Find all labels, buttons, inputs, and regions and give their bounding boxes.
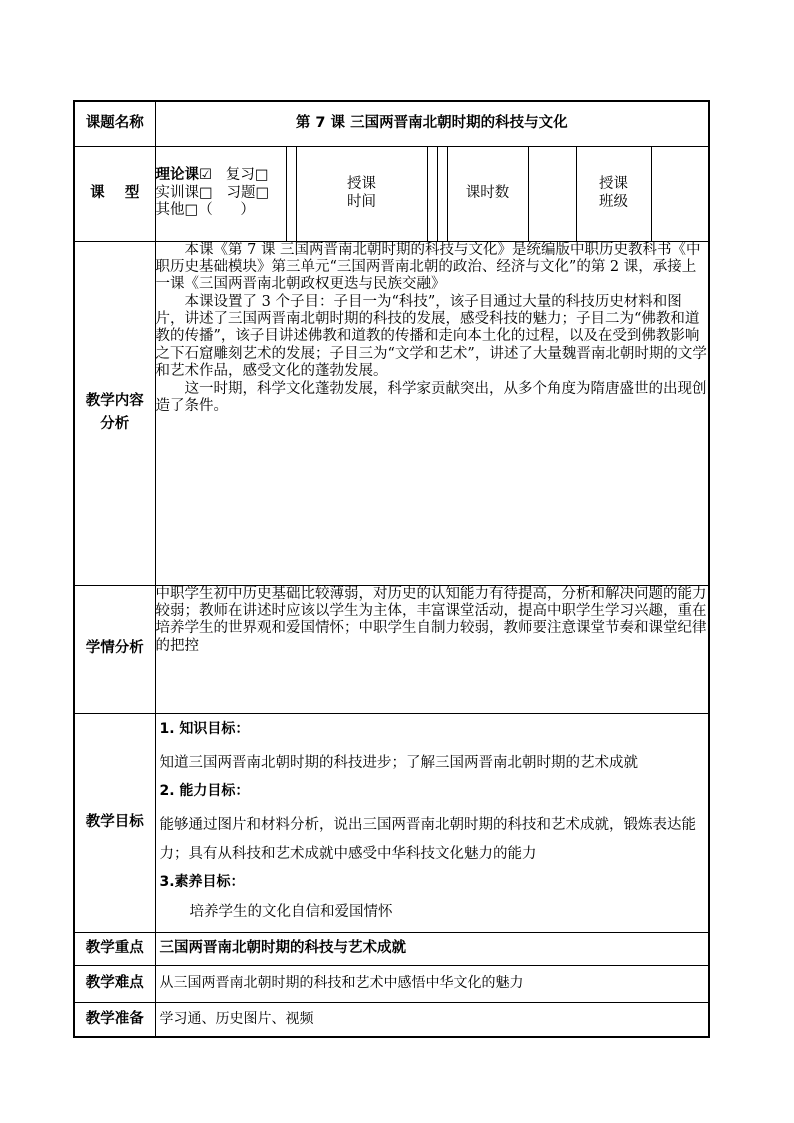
- course-type-line-2: [156, 185, 286, 202]
- title-row: [74, 101, 709, 146]
- course-type-line-1: [156, 167, 286, 184]
- difficulty-label: 教学难点: [74, 965, 155, 1002]
- course-type-row: [74, 146, 709, 241]
- ability-goal-heading: 2. 能力目标：: [159, 782, 250, 799]
- class-label-line-1: 授课: [599, 176, 628, 193]
- content-label-line-2: 分析: [100, 416, 130, 432]
- content-paragraph-3: 这一时期，科学文化蓬勃发展，科学家贡献突出，从多个角度为隋唐盛世的出现创造了条件。: [155, 380, 707, 415]
- hours-label: 课时数: [447, 146, 528, 241]
- preparation-text: 学习通、历史图片、视频: [155, 1002, 709, 1037]
- type-theory: 理论课☑: [155, 167, 212, 184]
- blank-cell-1: [286, 146, 296, 241]
- type-other: 其他□（ ）: [155, 202, 255, 219]
- course-type-options: [155, 146, 286, 241]
- goals-label: 教学目标: [74, 713, 155, 932]
- preparation-label: 教学准备: [74, 1002, 155, 1037]
- lesson-plan-table: [73, 100, 710, 1038]
- class-label-line-2: 班级: [599, 193, 628, 210]
- knowledge-goal-heading: 1. 知识目标：: [159, 720, 250, 737]
- content-label-line-1: 教学内容: [85, 392, 144, 409]
- blank-cell-4: [528, 146, 576, 241]
- content-analysis-label: [74, 241, 155, 585]
- class-label: [576, 146, 651, 241]
- key-points-label: 教学重点: [74, 932, 155, 965]
- type-practice: 实训课□: [155, 184, 213, 201]
- teach-time-label: [296, 146, 427, 241]
- course-type-label: 课 型: [74, 146, 155, 241]
- content-analysis-row: [74, 241, 709, 585]
- literacy-goal-heading: 3.素养目标：: [159, 873, 245, 890]
- key-points-text: 三国两晋南北朝时期的科技与艺术成就: [155, 932, 709, 965]
- content-analysis-text: [155, 241, 709, 585]
- learner-analysis-row: [74, 585, 709, 713]
- lesson-title: 第 7 课 三国两晋南北朝时期的科技与文化: [155, 101, 709, 146]
- title-label: 课题名称: [74, 101, 155, 146]
- blank-cell-5: [651, 146, 709, 241]
- blank-cell-2: [427, 146, 437, 241]
- knowledge-goal-text: 知道三国两晋南北朝时期的科技进步；了解三国两晋南北朝时期的艺术成就: [159, 754, 638, 771]
- difficulty-row: [74, 965, 709, 1002]
- blank-cell-3: [437, 146, 447, 241]
- teach-time-label-line-2: 时间: [347, 193, 376, 210]
- content-paragraph-2: 本课设置了 3 个子目：子目一为“科技”，该子目通过大量的科技历史材料和图片，讲述了三国两晋南北朝时期的科技的发展，感受科技的魅力；子目二为“佛教和道教的传播”，该子目讲述佛教和道教的传播和走向本土化的过程，以及在受到佛教影响之下石窟雕刻艺术的发展；子目三为“文学和艺术”，讲述了大量魏晋南北朝时期的文学和艺术作品，感受文化的蓬勃发展。: [155, 293, 707, 380]
- difficulty-text: 从三国两晋南北朝时期的科技和艺术中感悟中华文化的魅力: [155, 965, 709, 1002]
- learner-analysis-text: 中职学生初中历史基础比较薄弱，对历史的认知能力有待提高，分析和解决问题的能力较弱；教师在讲述时应该以学生为主体，丰富课堂活动，提高中职学生学习兴趣，重在培养学生的世界观和爱国情怀；中职学生自制力较弱，教师要注意课堂节奏和课堂纪律的把控: [155, 585, 709, 713]
- type-exercise: 习题□: [226, 184, 270, 201]
- goals-row: [74, 713, 709, 932]
- course-type-line-3: [156, 202, 286, 219]
- goals-text: [155, 713, 709, 932]
- type-review: 复习□: [225, 167, 269, 184]
- key-points-row: [74, 932, 709, 965]
- learner-analysis-label: 学情分析: [74, 585, 155, 713]
- literacy-goal-text: 培养学生的文化自信和爱国情怀: [189, 903, 393, 920]
- preparation-row: [74, 1002, 709, 1037]
- ability-goal-text: 能够通过图片和材料分析，说出三国两晋南北朝时期的科技和艺术成就，锻炼表达能力；具有从科技和艺术成就中感受中华科技文化魅力的能力: [159, 816, 696, 862]
- content-paragraph-1: 本课《第 7 课 三国两晋南北朝时期的科技与文化》是统编版中职历史教科书《中职历史基础模块》第三单元“三国两晋南北朝的政治、经济与文化”的第 2 课，承接上一课《三国两晋南北朝政权更迭与民族交融》: [155, 241, 701, 293]
- teach-time-label-line-1: 授课: [347, 176, 376, 193]
